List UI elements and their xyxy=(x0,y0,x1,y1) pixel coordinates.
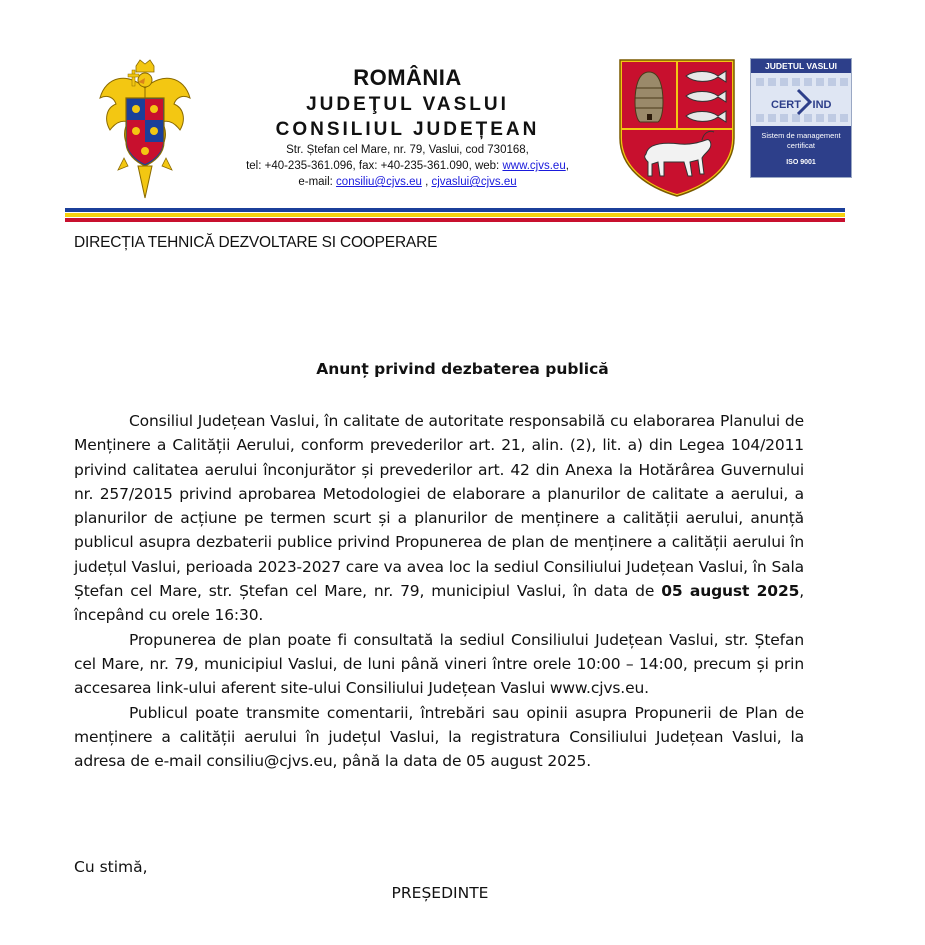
email-label: e-mail: xyxy=(298,176,337,188)
letterhead xyxy=(205,64,610,190)
signatory-title: PREȘEDINTE xyxy=(391,884,489,902)
county-name: JUDEŢUL VASLUI xyxy=(306,94,509,115)
debate-date: 05 august 2025 xyxy=(661,582,800,601)
cert-mark-right: IND xyxy=(812,99,832,111)
blue-stripe xyxy=(65,208,845,212)
closing-salutation: Cu stimă, xyxy=(74,858,148,876)
red-stripe xyxy=(65,218,845,222)
iso-certification-logo xyxy=(750,58,852,178)
address-line: Str. Ștefan cel Mare, nr. 79, Vaslui, cod 730168, xyxy=(286,144,529,156)
cert-top-label: JUDETUL VASLUI xyxy=(765,61,837,71)
paragraph-2: Propunerea de plan poate fi consultată la sediul Consiliului Județean Vaslui, str. Ștefan cel Mare, nr. 79, municipiul Vaslui, de luni până vineri între orele 10:00 – 14:00, precum și prin accesarea link-ului aferent site-ului Consiliului Județean Vaslui www.cjvs.eu. xyxy=(74,630,804,698)
romania-coat-of-arms-logo xyxy=(98,58,192,203)
paragraph-1-tail: , începând cu orele 16:30. xyxy=(74,582,804,625)
cert-certified-line: certificat xyxy=(787,141,815,150)
email-separator: , xyxy=(421,176,432,188)
announcement-body xyxy=(74,409,804,773)
phone-fax-text: tel: +40-235-361.096, fax: +40-235-361.090, web: xyxy=(246,160,503,172)
paragraph-3: Publicul poate transmite comentarii, întrebări sau opinii asupra Propunerii de Plan de menținere a calității aerului în județul Vaslui, la registratura Consiliului Județean Vaslui, la adresa de e-mail consiliu@cjvs.eu, până la data de 05 august 2025. xyxy=(74,703,804,771)
email-link-cjvaslui[interactable]: cjvaslui@cjvs.eu xyxy=(431,176,517,188)
department-name: DIRECȚIA TEHNICĂ DEZVOLTARE SI COOPERARE xyxy=(74,234,438,251)
yellow-stripe xyxy=(65,213,845,217)
cert-mark-left: CERT xyxy=(771,99,801,111)
contact-punctuation: , xyxy=(565,160,569,172)
council-name: CONSILIUL JUDEȚEAN xyxy=(275,119,540,140)
tricolor-divider xyxy=(65,208,845,222)
paragraph-1 xyxy=(74,409,804,628)
announcement-title: Anunț privind dezbaterea publică xyxy=(316,360,609,378)
cert-system-line: Sistem de management xyxy=(761,131,841,140)
contact-line xyxy=(205,158,610,174)
cert-iso-label: ISO 9001 xyxy=(786,159,816,166)
email-link-consiliu[interactable]: consiliu@cjvs.eu xyxy=(336,176,422,188)
vaslui-county-coat-of-arms-logo xyxy=(618,58,736,198)
website-link[interactable]: www.cjvs.eu xyxy=(502,160,566,172)
paragraph-1-text: Consiliul Județean Vaslui, în calitate de autoritate responsabilă cu elaborarea Planului de Menținere a Calității Aerului, conform prevederilor art. 21, alin. (2), lit. a) din Legea 104/2011 privind calitatea aerului înconjurător și prevederilor art. 42 din Anexa la Hotărârea Guvernului nr. 257/2015 privind aprobarea Metodologiei de elaborare a planurilor de calitate a aerului, a planurilor de acțiune pe termen scurt și a planurilor de menținere a calității aerului, anunță publicul asupra dezbaterii publice privind Propunerea de plan de menținere a calității aerului în județul Vaslui, perioada 2023-2027 care va avea loc la sediul Consiliului Județean Vaslui, în Sala Ștefan cel Mare, str. Ștefan cel Mare, nr. 79, municipiul Vaslui, în data de xyxy=(74,412,804,601)
email-line xyxy=(205,174,610,190)
country-name: ROMÂNIA xyxy=(353,65,462,90)
